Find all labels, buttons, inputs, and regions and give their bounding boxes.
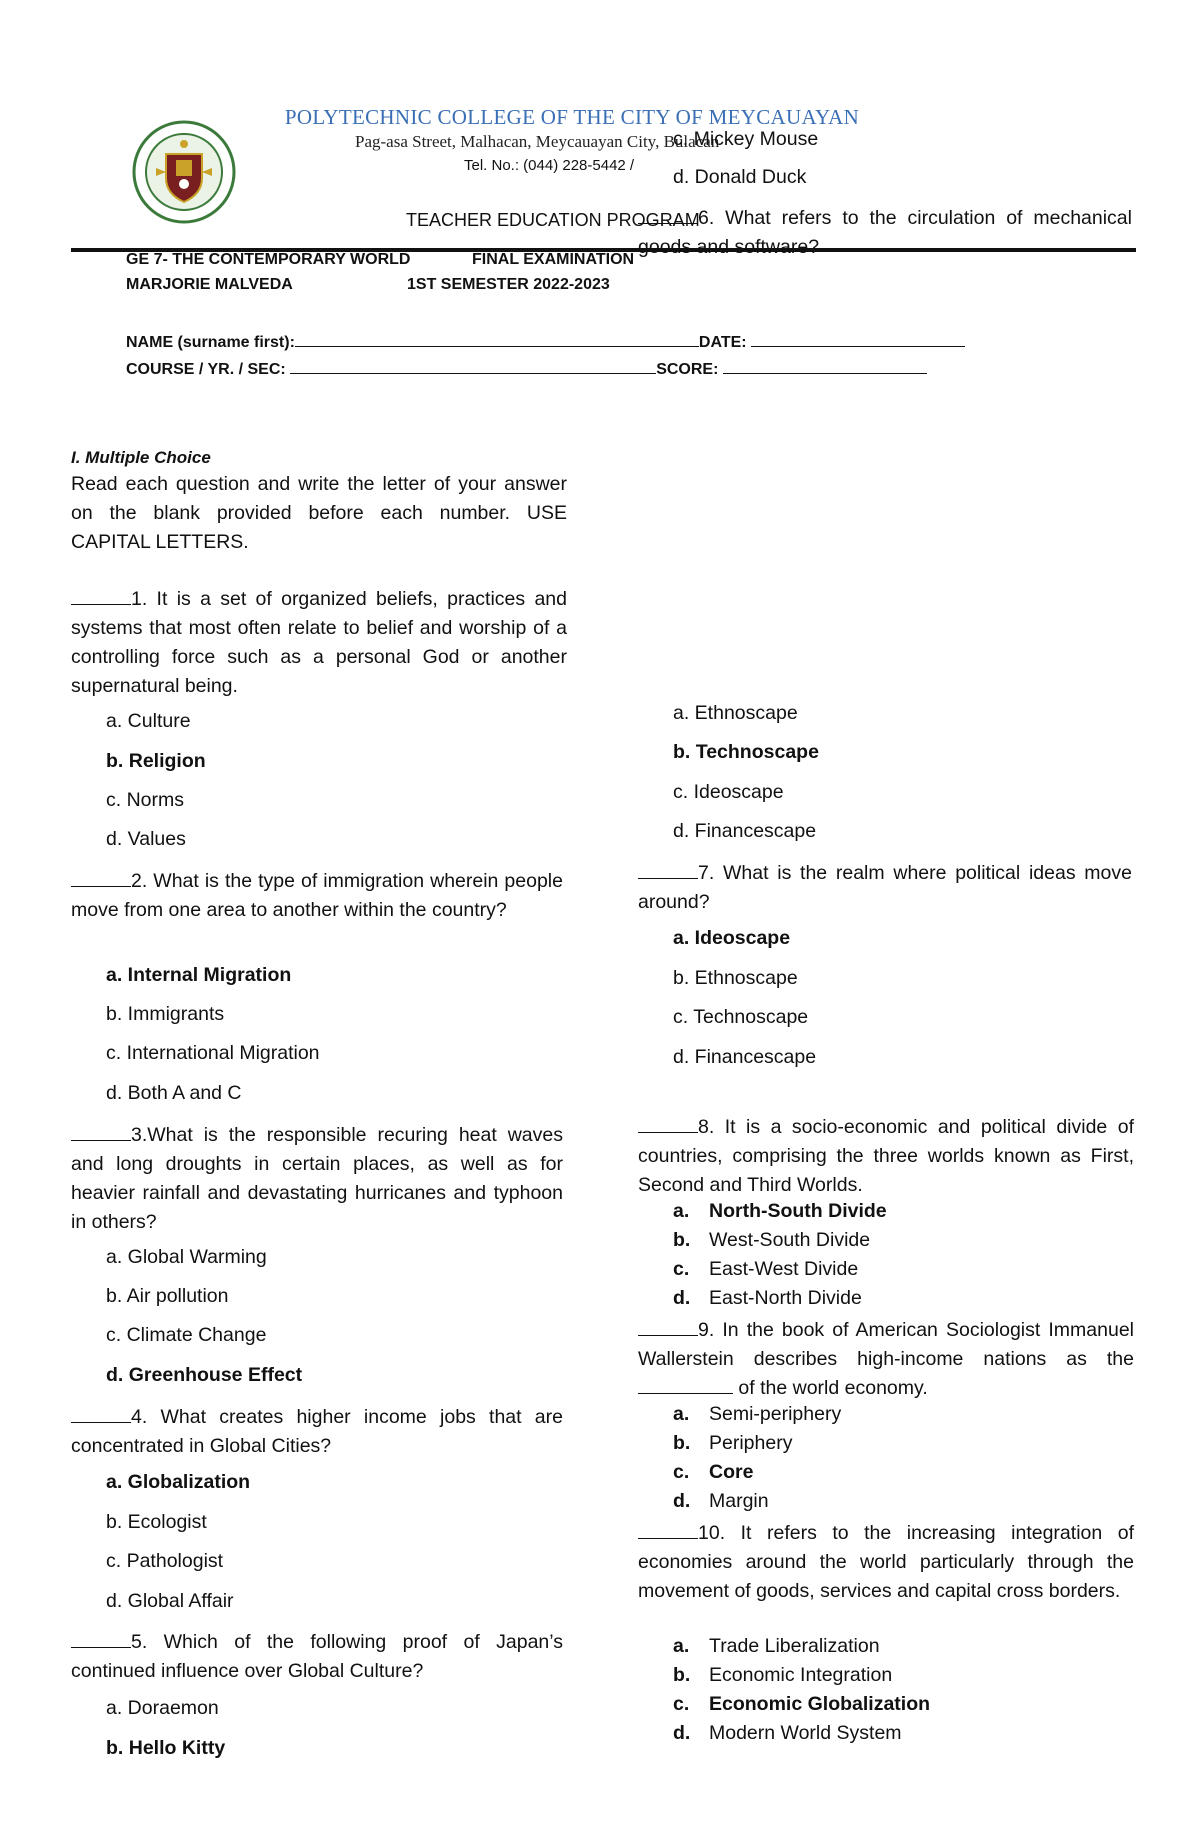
- q3-option-d: d. Greenhouse Effect: [106, 1364, 303, 1386]
- answer-blank-2[interactable]: [71, 872, 131, 887]
- q9-option-c: c. Core: [673, 1461, 754, 1483]
- q1-option-c: c. Norms: [106, 789, 184, 811]
- score-input-line[interactable]: [723, 357, 927, 374]
- course-field-row: [126, 357, 927, 379]
- q7-option-d: d. Financescape: [673, 1046, 817, 1068]
- q2-option-c: c. International Migration: [106, 1042, 320, 1064]
- score-label: SCORE:: [656, 361, 719, 378]
- college-address: Pag-asa Street, Malhacan, Meycauayan City, Bulacan: [355, 132, 720, 151]
- question-8: 8. It is a socio-economic and political divide of countries, comprising the three worlds known as First, Second and Third Worlds.: [638, 1116, 1134, 1196]
- teacher-name: MARJORIE MALVEDA: [126, 276, 293, 293]
- q9-option-b: b. Periphery: [673, 1432, 793, 1454]
- q8-option-a: a. North-South Divide: [673, 1200, 887, 1222]
- name-field-row: [126, 330, 965, 352]
- q4-option-c: c. Pathologist: [106, 1550, 224, 1572]
- q2-option-a: a. Internal Migration: [106, 964, 292, 986]
- q3-option-a: a. Global Warming: [106, 1246, 267, 1268]
- question-6: 6. What refers to the circulation of mechanical goods and software?: [638, 207, 1132, 258]
- course-label: COURSE / YR. / SEC:: [126, 361, 286, 378]
- college-name: POLYTECHNIC COLLEGE OF THE CITY OF MEYCAUAYAN: [284, 105, 860, 129]
- exam-title: FINAL EXAMINATION: [472, 251, 635, 268]
- seal-icon: [132, 120, 236, 224]
- q6-option-d: d. Financescape: [673, 820, 817, 842]
- name-input-line[interactable]: [295, 330, 699, 347]
- q6-option-c: c. Ideoscape: [673, 781, 784, 803]
- answer-blank-6[interactable]: [638, 209, 698, 224]
- q3-option-c: c. Climate Change: [106, 1324, 267, 1346]
- question-3: 3.What is the responsible recuring heat waves and long droughts in certain places, as well as for heavier rainfall and devastating hurricanes and typhoon in others?: [71, 1124, 563, 1233]
- question-1: 1. It is a set of organized beliefs, practices and systems that most often relate to belief and worship of a controlling force such as a personal God or another supernatural being.: [71, 588, 567, 697]
- question-5: 5. Which of the following proof of Japan’s continued influence over Global Culture?: [71, 1631, 563, 1682]
- answer-blank-10[interactable]: [638, 1524, 698, 1539]
- q9-option-a: a. Semi-periphery: [673, 1403, 842, 1425]
- fill-in-blank-9[interactable]: [638, 1379, 733, 1394]
- q8-option-b: b. West-South Divide: [673, 1229, 871, 1251]
- question-2: 2. What is the type of immigration wherein people move from one area to another within the country?: [71, 870, 563, 921]
- answer-blank-1[interactable]: [71, 590, 131, 605]
- answer-blank-5[interactable]: [71, 1633, 131, 1648]
- q7-option-a: a. Ideoscape: [673, 927, 791, 949]
- q2-option-b: b. Immigrants: [106, 1003, 225, 1025]
- q1-option-b: b. Religion: [106, 750, 206, 772]
- instructions: Read each question and write the letter of your answer on the blank provided before each number. USE CAPITAL LETTERS.: [71, 473, 567, 553]
- program-title: TEACHER EDUCATION PROGRAM: [406, 210, 700, 230]
- q6-option-a: a. Ethnoscape: [673, 702, 798, 724]
- q4-option-d: d. Global Affair: [106, 1590, 234, 1612]
- q9-option-d: d. Margin: [673, 1490, 769, 1512]
- answer-blank-4[interactable]: [71, 1408, 131, 1423]
- college-seal-logo: [132, 120, 236, 224]
- date-label: DATE:: [698, 334, 747, 351]
- q4-option-a: a. Globalization: [106, 1471, 251, 1493]
- semester: 1ST SEMESTER 2022-2023: [407, 276, 610, 293]
- q10-option-c: c. Economic Globalization: [673, 1693, 931, 1715]
- q2-option-d: d. Both A and C: [106, 1082, 242, 1104]
- q3-option-b: b. Air pollution: [106, 1285, 229, 1307]
- question-9: 9. In the book of American Sociologist Immanuel Wallerstein describes high-income nations as the of the world economy.: [638, 1319, 1134, 1399]
- name-label: NAME (surname first):: [126, 334, 295, 351]
- q10-option-a: a. Trade Liberalization: [673, 1635, 880, 1657]
- answer-blank-8[interactable]: [638, 1118, 698, 1133]
- course-title: GE 7- THE CONTEMPORARY WORLD: [126, 251, 411, 268]
- section-title: I. Multiple Choice: [71, 448, 211, 467]
- q10-option-d: d. Modern World System: [673, 1722, 902, 1744]
- q4-option-b: b. Ecologist: [106, 1511, 207, 1533]
- q5-option-a: a. Doraemon: [106, 1697, 219, 1719]
- question-4: 4. What creates higher income jobs that are concentrated in Global Cities?: [71, 1406, 563, 1457]
- q10-option-b: b. Economic Integration: [673, 1664, 893, 1686]
- q1-option-a: a. Culture: [106, 710, 191, 732]
- q1-option-d: d. Values: [106, 828, 186, 850]
- q5-option-c: c. Mickey Mouse: [673, 128, 819, 150]
- question-10: 10. It refers to the increasing integration of economies around the world particularly through the movement of goods, services and capital cross borders.: [638, 1522, 1134, 1602]
- answer-blank-9[interactable]: [638, 1321, 698, 1336]
- q7-option-b: b. Ethnoscape: [673, 967, 798, 989]
- college-telephone: Tel. No.: (044) 228-5442 /: [464, 157, 635, 174]
- q7-option-c: c. Technoscape: [673, 1006, 809, 1028]
- q5-option-d: d. Donald Duck: [673, 166, 807, 188]
- q6-option-b: b. Technoscape: [673, 741, 819, 763]
- q8-option-d: d. East-North Divide: [673, 1287, 862, 1309]
- q5-option-b: b. Hello Kitty: [106, 1737, 226, 1759]
- answer-blank-3[interactable]: [71, 1126, 131, 1141]
- q8-option-c: c. East-West Divide: [673, 1258, 859, 1280]
- course-input-line[interactable]: [290, 357, 656, 374]
- answer-blank-7[interactable]: [638, 864, 698, 879]
- date-input-line[interactable]: [751, 330, 965, 347]
- question-7: 7. What is the realm where political ideas move around?: [638, 862, 1132, 913]
